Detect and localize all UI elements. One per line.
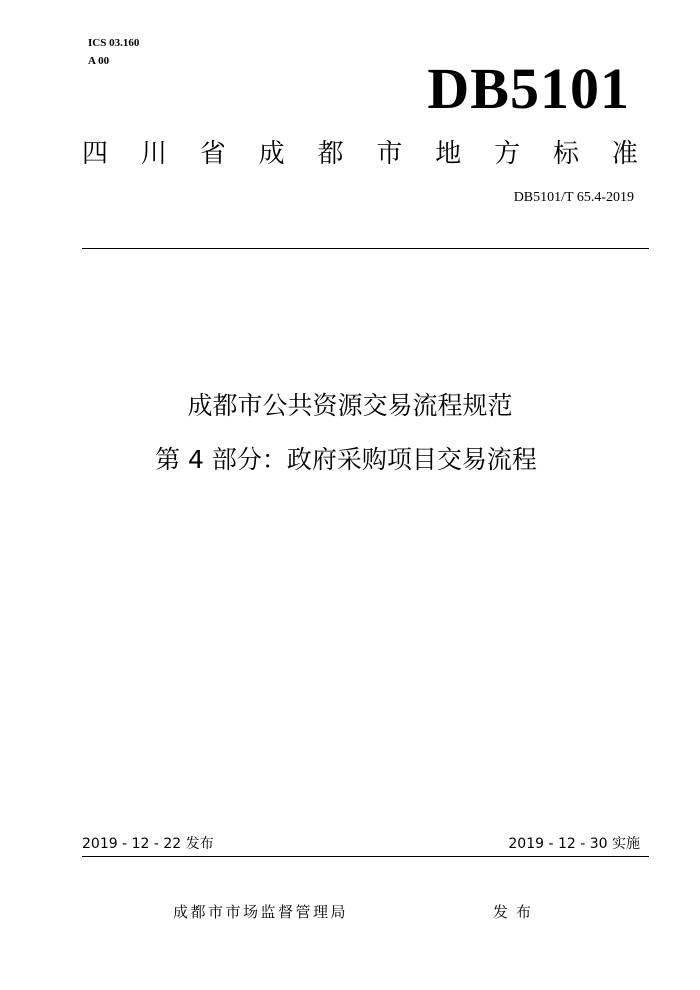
classification-code: A 00 <box>88 55 110 67</box>
implementation-date: 2019 - 12 - 30 实施 <box>508 836 640 852</box>
standard-type-char: 川 <box>140 139 167 169</box>
standard-type-char: 地 <box>435 139 462 169</box>
standard-logo: DB5101 <box>427 56 630 121</box>
issue-date: 2019 - 12 - 22 发布 <box>82 836 214 852</box>
standard-type-char: 四 <box>82 139 109 169</box>
standard-type-char: 省 <box>199 139 226 169</box>
footer-divider <box>82 856 649 857</box>
standard-type-char: 方 <box>494 139 521 169</box>
standard-type-char: 准 <box>611 139 638 169</box>
header-divider <box>82 248 649 249</box>
document-subtitle: 第 4 部分：政府采购项目交易流程 <box>155 445 537 474</box>
standard-type <box>82 136 638 172</box>
standard-type-char: 标 <box>553 139 580 169</box>
standard-type-char: 市 <box>376 139 403 169</box>
standard-type-char: 都 <box>317 139 344 169</box>
document-title: 成都市公共资源交易流程规范 <box>187 391 513 420</box>
issuing-authority: 成都市市场监督管理局 <box>173 903 349 921</box>
issue-label: 发布 <box>493 903 540 921</box>
ics-code: ICS 03.160 <box>88 37 140 49</box>
standard-type-char: 成 <box>258 139 285 169</box>
standard-number: DB5101/T 65.4-2019 <box>513 190 634 205</box>
